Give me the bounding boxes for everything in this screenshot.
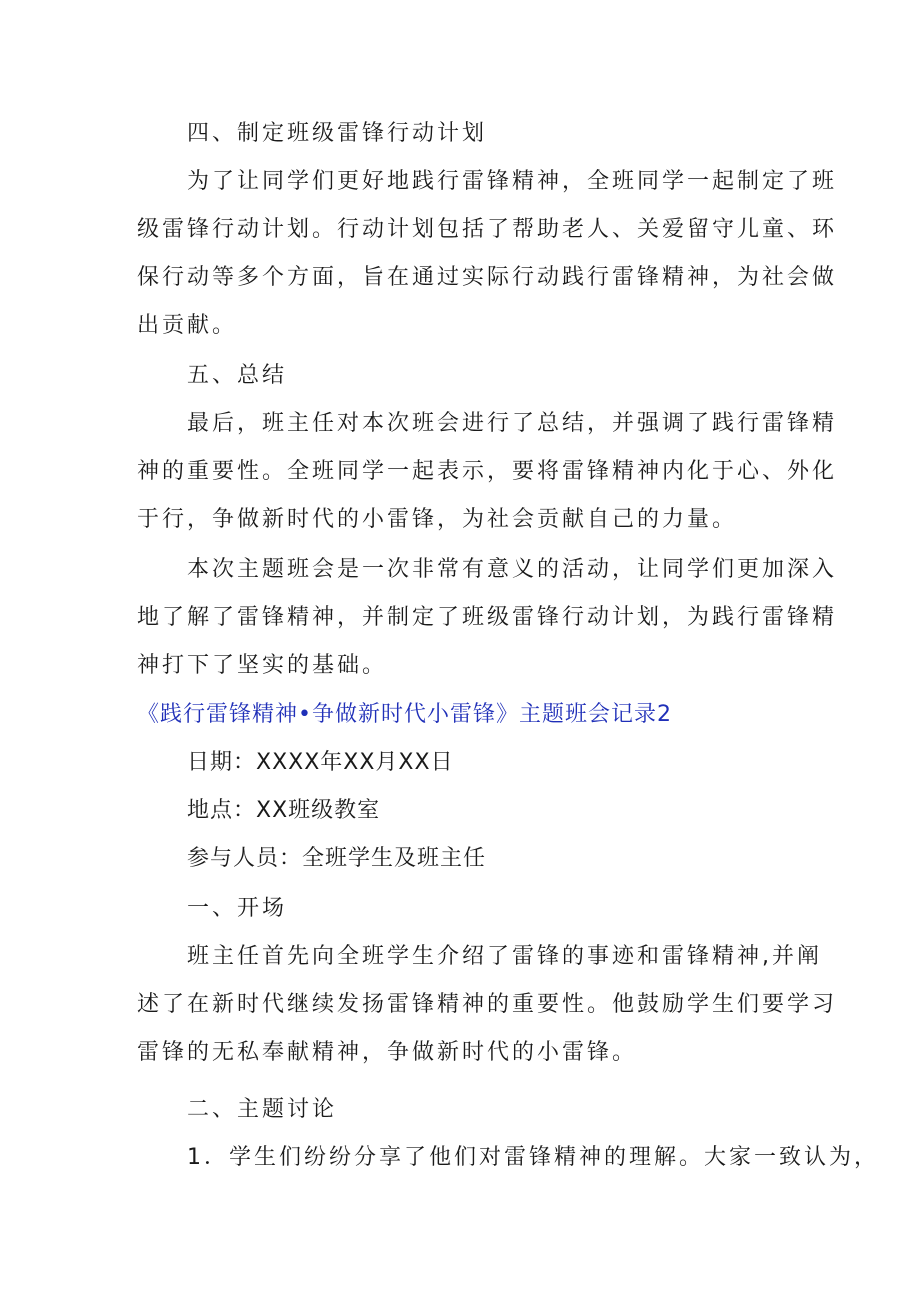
place-line: 地点：XX班级教室 <box>187 798 381 823</box>
date-line: 日期：XXXX年XX月XX日 <box>187 750 454 775</box>
paragraph-line: 本次主题班会是一次非常有意义的活动，让同学们更加深入 <box>187 557 838 582</box>
paragraph-line: 于行，争做新时代的小雷锋，为社会贡献自己的力量。 <box>137 507 738 532</box>
paragraph-line: 神的重要性。全班同学一起表示，要将雷锋精神内化于心、外化 <box>137 459 838 484</box>
paragraph-line: 述了在新时代继续发扬雷锋精神的重要性。他鼓励学生们要学习 <box>137 992 838 1017</box>
paragraph-line: 雷锋的无私奉献精神，争做新时代的小雷锋。 <box>137 1040 638 1065</box>
paragraph-line: 出贡献。 <box>137 313 238 338</box>
section-2-heading: 二、主题讨论 <box>187 1097 338 1122</box>
list-item: 1．学生们纷纷分享了他们对雷锋精神的理解。大家一致认为， <box>187 1145 879 1170</box>
section-1-heading: 一、开场 <box>187 896 288 921</box>
paragraph-line: 为了让同学们更好地践行雷锋精神，全班同学一起制定了班 <box>187 169 838 194</box>
paragraph-line: 神打下了坚实的基础。 <box>137 653 388 678</box>
paragraph-line: 最后，班主任对本次班会进行了总结，并强调了践行雷锋精 <box>187 411 838 436</box>
section-5-heading: 五、总结 <box>187 363 288 388</box>
record-2-title: 《践行雷锋精神•争做新时代小雷锋》主题班会记录2 <box>137 702 672 727</box>
paragraph-line: 保行动等多个方面，旨在通过实际行动践行雷锋精神，为社会做 <box>137 265 838 290</box>
paragraph-line: 级雷锋行动计划。行动计划包括了帮助老人、关爱留守儿童、环 <box>137 217 838 242</box>
paragraph-line: 班主任首先向全班学生介绍了雷锋的事迹和雷锋精神,并阐 <box>187 944 822 969</box>
paragraph-line: 地了解了雷锋精神，并制定了班级雷锋行动计划，为践行雷锋精 <box>137 605 838 630</box>
participants-line: 参与人员：全班学生及班主任 <box>187 846 487 871</box>
section-4-heading: 四、制定班级雷锋行动计划 <box>187 121 488 146</box>
